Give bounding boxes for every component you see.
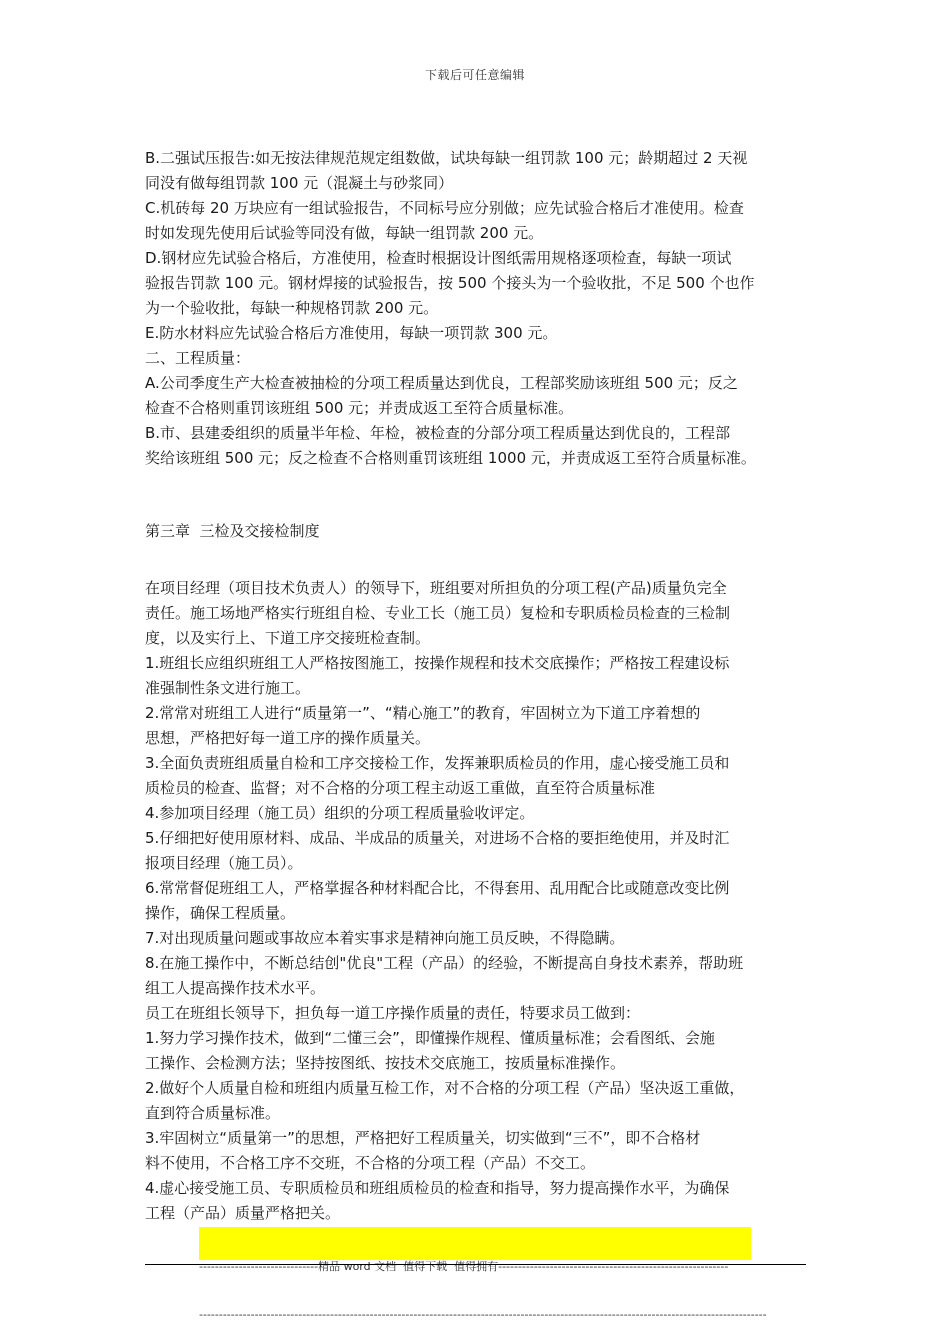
- chapter-title: 第三章 三检及交接检制度: [145, 522, 320, 540]
- document-body: [145, 146, 817, 1226]
- paragraph-line: 度，以及实行上、下道工序交接班检查制。: [145, 629, 431, 647]
- paragraph-line: 2.常常对班组工人进行“质量第一”、“精心施工”的教育，牢固树立为下道工序着想的: [145, 704, 701, 722]
- paragraph-line: 思想，严格把好每一道工序的操作质量关。: [145, 729, 431, 747]
- paragraph-line: 准强制性条文进行施工。: [145, 679, 311, 697]
- paragraph-line: D.钢材应先试验合格后，方准使用，检查时根据设计图纸需用规格逐项检查，每缺一项试: [145, 249, 732, 267]
- paragraph-line: 4.参加项目经理（施工员）组织的分项工程质量验收评定。: [145, 804, 535, 822]
- paragraph-line: 责任。施工场地严格实行班组自检、专业工长（施工员）复检和专职质检员检查的三检制: [145, 604, 731, 622]
- paragraph-line: 8.在施工操作中，不断总结创"优良"工程（产品）的经验，不断提高自身技术素养，帮助班: [145, 954, 744, 972]
- paragraph-line: 1.班组长应组织班组工人严格按图施工，按操作规程和技术交底操作；严格按工程建设标: [145, 654, 730, 672]
- paragraph-line: 奖给该班组 500 元；反之检查不合格则重罚该班组 1000 元，并责成返工至符合质量标准。: [145, 449, 756, 467]
- section-heading: 二、工程质量：: [145, 349, 251, 367]
- paragraph-line: 质检员的检查、监督；对不合格的分项工程主动返工重做，直至符合质量标准: [145, 779, 656, 797]
- page-header: 下载后可任意编辑: [424, 68, 525, 82]
- paragraph-line: C.机砖每 20 万块应有一组试验报告，不同标号应分别做；应先试验合格后才准使用。检查: [145, 199, 744, 217]
- chapter-body: [145, 576, 817, 1226]
- spacer: [145, 471, 817, 519]
- paragraph-line: 时如发现先使用后试验等同没有做，每缺一组罚款 200 元。: [145, 224, 544, 242]
- paragraph-line: 组工人提高操作技术水平。: [145, 979, 326, 997]
- paragraph-line: 3.牢固树立“质量第一”的思想，严格把好工程质量关，切实做到“三不”，即不合格材: [145, 1129, 701, 1147]
- footer-divider: [145, 1264, 806, 1265]
- paragraph-line: 报项目经理（施工员）。: [145, 854, 303, 872]
- paragraph-line: 工操作、会检测方法；坚持按图纸、按技术交底施工，按质量标准操作。: [145, 1054, 626, 1072]
- paragraph-line: 为一个验收批，每缺一种规格罚款 200 元。: [145, 299, 439, 317]
- footer-banner: [199, 1227, 767, 1321]
- paragraph-line: 在项目经理（项目技术负责人）的领导下，班组要对所担负的分项工程(产品)质量负完全: [145, 579, 727, 597]
- paragraph-line: 检查不合格则重罚该班组 500 元；并责成返工至符合质量标准。: [145, 399, 574, 417]
- paragraph-line: 验报告罚款 100 元。钢材焊接的试验报告，按 500 个接头为一个验收批，不足 500 个也作: [145, 274, 755, 292]
- paragraph-line: B.市、县建委组织的质量半年检、年检，被检查的分部分项工程质量达到优良的，工程部: [145, 424, 731, 442]
- footer-banner-dashes: -----------------------------------------------------------------------------------------------------------------------------------------------: [199, 1308, 767, 1321]
- paragraph-line: 3.全面负责班组质量自检和工序交接检工作，发挥兼职质检员的作用，虚心接受施工员和: [145, 754, 730, 772]
- paragraph-line: A.公司季度生产大检查被抽检的分项工程质量达到优良，工程部奖励该班组 500 元；反之: [145, 374, 738, 392]
- paragraph-line: 4.虚心接受施工员、专职质检员和班组质检员的检查和指导，努力提高操作水平，为确保: [145, 1179, 730, 1197]
- penalty-section: [145, 146, 817, 471]
- paragraph-line: 工程（产品）质量严格把关。: [145, 1204, 341, 1222]
- paragraph-line: 1.努力学习操作技术，做到“二懂三会”，即懂操作规程、懂质量标准；会看图纸、会施: [145, 1029, 715, 1047]
- spacer: [145, 544, 817, 576]
- paragraph-line: 同没有做每组罚款 100 元（混凝土与砂浆同）: [145, 174, 454, 192]
- paragraph-line: E.防水材料应先试验合格后方准使用，每缺一项罚款 300 元。: [145, 324, 558, 342]
- paragraph-line: 员工在班组长领导下，担负每一道工序操作质量的责任，特要求员工做到：: [145, 1004, 641, 1022]
- paragraph-line: 7.对出现质量问题或事故应本着实事求是精神向施工员反映，不得隐瞒。: [145, 929, 625, 947]
- footer-banner-text: ------------------------------精品 word 文档 值得下载 值得拥有----------------------------------------------------------: [199, 1260, 729, 1273]
- paragraph-line: 2.做好个人质量自检和班组内质量互检工作，对不合格的分项工程（产品）坚决返工重做，: [145, 1079, 745, 1097]
- paragraph-line: 5.仔细把好使用原材料、成品、半成品的质量关，对进场不合格的要拒绝使用，并及时汇: [145, 829, 730, 847]
- paragraph-line: 操作，确保工程质量。: [145, 904, 296, 922]
- paragraph-line: 直到符合质量标准。: [145, 1104, 281, 1122]
- paragraph-line: B.二强试压报告:如无按法律规范规定组数做，试块每缺一组罚款 100 元；龄期超过 2 天视: [145, 149, 748, 167]
- paragraph-line: 料不使用，不合格工序不交班，不合格的分项工程（产品）不交工。: [145, 1154, 596, 1172]
- paragraph-line: 6.常常督促班组工人，严格掌握各种材料配合比，不得套用、乱用配合比或随意改变比例: [145, 879, 730, 897]
